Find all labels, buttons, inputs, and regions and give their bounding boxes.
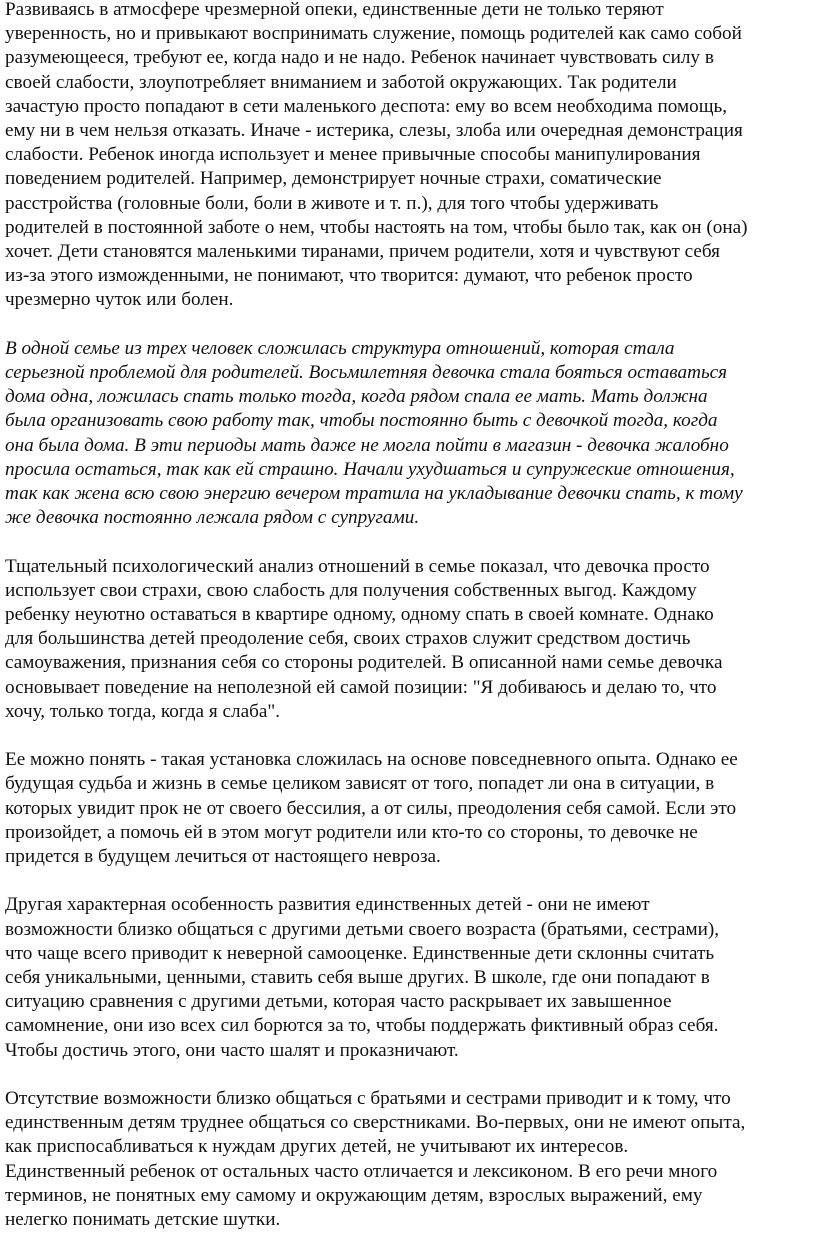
paragraph-daily-experience: Ее можно понять - такая установка сложилась на основе повседневного опыта. Однако ее будущая судьба и жизнь в семье целиком зависят от того, попадет ли она в ситуации, в которых увидит прок не от своего бессилия, а от силы, преодоления себя самой. Если это произойдет, а помочь ей в этом могут родители или кто-то со стороны, то девочке не придется в будущем лечиться от настоящего невроза. [5,749,738,868]
paragraph-psychological-analysis: Тщательный психологический анализ отношений в семье показал, что девочка просто использует свои страхи, свою слабость для получения собственных выгод. Каждому ребенку неуютно оставаться в квартире одному, одному спать в своей комнате. Однако для большинства детей преодоление себя, своих страхов служит средством достичь самоуважения, признания себя со стороны родителей. В описанной нами семье девочка основывает поведение на неполезной ей самой позиции: "Я добиваюсь и делаю то, что хочу, только тогда, когда я слаба". [5,555,723,722]
paragraph-only-children-overprotection: Развиваясь в атмосфере чрезмерной опеки, единственные дети не только теряют уверенность, но и привыкают воспринимать служение, помощь родителей как само собой разумеющееся, требуют ее, когда надо и не надо. Ребенок начинает чувствовать силу в своей слабости, злоупотребляет вниманием и заботой окружающих. Так родители зачастую просто попадают в сети маленького деспота: ему во всем необходима помощь, ему ни в чем нельзя отказать. Иначе - истерика, слезы, злоба или очередная демонстрация слабости. Ребенок иногда использует и менее привычные способы манипулирования поведением родителей. Например, демонстрирует ночные страхи, соматические расстройства (головные боли, боли в животе и т. п.), для того чтобы удерживать родителей в постоянной заботе о нем, чтобы настоять на том, чтобы было так, как он (она) хочет. Дети становятся маленькими тиранами, причем родители, хотя и чувствуют себя из-за этого изможденными, не понимают, что творится: думают, что ребенок просто чрезмерно чуток или болен. [5,0,748,311]
paragraph-self-esteem: Другая характерная особенность развития единственных детей - они не имеют возможности близко общаться с другими детьми своего возраста (братьями, сестрами), что чаще всего приводит к неверной самооценке. Единственные дети склонны считать себя уникальными, ценными, ставить себя выше других. В школе, где они попадают в ситуацию сравнения с другими детьми, которая часто раскрывает их завышенное самомнение, они изо всех сил борются за то, чтобы поддержать фиктивный образ себя. Чтобы достичь этого, они часто шалят и проказничают. [5,894,720,1061]
paragraph-case-example: В одной семье из трех человек сложилась структура отношений, которая стала серьезной проблемой для родителей. Восьмилетняя девочка стала бояться оставаться дома одна, ложилась спать только тогда, когда рядом спала ее мать. Мать должна была организовать свою работу так, чтобы постоянно быть с девочкой тогда, когда она была дома. В эти периоды мать даже не могла пойти в магазин - девочка жалобно просила остаться, так как ей страшно. Начали ухудшаться и супружеские отношения, так как жена всю свою энергию вечером тратила на укладывание девочки спать, к тому же девочка постоянно лежала рядом с супругами. [5,337,743,529]
paragraph-peer-communication: Отсутствие возможности близко общаться с братьями и сестрами приводит и к тому, что единственным детям труднее общаться со сверстниками. Во-первых, они не имеют опыта, как приспосабливаться к нуждам других детей, не учитывают их интересов. Единственный ребенок от остальных часто отличается и лексиконом. В его речи много терминов, не понятных ему самому и окружающим детям, взрослых выражений, ему нелегко понимать детские шутки. [5,1088,746,1231]
